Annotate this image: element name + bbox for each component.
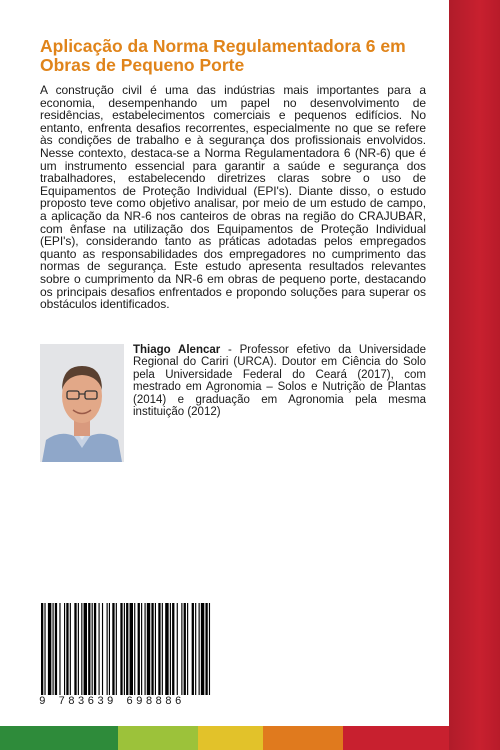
barcode-bar bbox=[120, 603, 122, 695]
barcode-bar bbox=[84, 603, 87, 695]
barcode-bar bbox=[170, 603, 171, 695]
barcode-bar bbox=[209, 603, 210, 695]
barcode-bar bbox=[205, 603, 207, 695]
barcode-bar bbox=[162, 603, 163, 695]
strip-segment bbox=[343, 726, 449, 750]
strip-segment bbox=[0, 726, 118, 750]
author-bio bbox=[133, 344, 426, 418]
barcode-bar bbox=[59, 603, 60, 695]
barcode-bar bbox=[48, 603, 51, 695]
barcode-bar bbox=[147, 603, 150, 695]
isbn-number: 9 783639 698886 bbox=[39, 696, 185, 708]
barcode-bar bbox=[55, 603, 57, 695]
barcode-bar bbox=[134, 603, 135, 695]
side-color-band bbox=[449, 0, 500, 750]
author-name: Thiago Alencar bbox=[133, 344, 221, 356]
barcode-bar bbox=[44, 603, 45, 695]
barcode-bar bbox=[151, 603, 153, 695]
barcode-bar bbox=[187, 603, 188, 695]
barcode-bar bbox=[102, 603, 103, 695]
barcode-bar bbox=[78, 603, 79, 695]
barcode-bar bbox=[181, 603, 182, 695]
barcode-bar bbox=[41, 603, 43, 695]
barcode-bar bbox=[177, 603, 178, 695]
barcode-bar bbox=[155, 603, 156, 695]
barcode-bar bbox=[116, 603, 117, 695]
barcode-bar bbox=[195, 603, 196, 695]
barcode-bar bbox=[201, 603, 204, 695]
bottom-color-strip bbox=[0, 726, 449, 750]
barcode-bar bbox=[158, 603, 160, 695]
author-bio-text: - Professor efetivo da Universidade Regional do Cariri (URCA). Doutor em Ciência do Solo pela Universidade Federal do Ceará (2017), com mestrado em Agronomia – Solos e Nutrição de Plantas (2014) e graduação em Agronomia pela mesma instituição (2012) bbox=[133, 344, 426, 419]
strip-segment bbox=[263, 726, 343, 750]
strip-segment bbox=[198, 726, 263, 750]
barcode-bar bbox=[145, 603, 146, 695]
back-cover-text bbox=[40, 37, 426, 311]
barcode-bar bbox=[124, 603, 125, 695]
barcode-bar bbox=[64, 603, 65, 695]
barcode-bar bbox=[126, 603, 128, 695]
barcode-bar bbox=[172, 603, 174, 695]
barcode-bar bbox=[107, 603, 108, 695]
isbn-barcode bbox=[39, 603, 212, 713]
barcode-bar bbox=[199, 603, 200, 695]
strip-segment bbox=[118, 726, 198, 750]
barcode-bar bbox=[130, 603, 133, 695]
barcode-bar bbox=[192, 603, 194, 695]
barcode-bar bbox=[184, 603, 186, 695]
barcode-bar bbox=[109, 603, 110, 695]
barcode-bar bbox=[70, 603, 71, 695]
barcode-bar bbox=[165, 603, 168, 695]
barcode-bar bbox=[81, 603, 82, 695]
barcode-bar bbox=[138, 603, 140, 695]
author-photo bbox=[40, 344, 124, 462]
barcode-bar bbox=[99, 603, 100, 695]
barcode-bar bbox=[66, 603, 68, 695]
barcode-bar bbox=[141, 603, 142, 695]
barcode-bars bbox=[39, 603, 212, 695]
barcode-bar bbox=[94, 603, 96, 695]
barcode-bar bbox=[53, 603, 54, 695]
barcode-bar bbox=[74, 603, 76, 695]
barcode-bar bbox=[92, 603, 93, 695]
book-abstract: A construção civil é uma das indústrias mais importantes para a economia, desempenhando um papel no desenvolvimento de residências, estabelecimentos comerciais e pequenos edifícios. No entanto, enfrenta desafios recorrentes, especialmente no que se refere às condições de trabalho e à segurança dos profissionais envolvidos. Nesse contexto, destaca-se a Norma Regulamentadora 6 (NR-6) que é um instrumento essencial para garantir a saúde e segurança dos trabalhadores, estabelecendo diretrizes claras sobre o uso de Equipamentos de Proteção Individual (EPI's). Diante disso, o estudo proposto teve como objetivo analisar, por meio de um estudo de campo, a aplicação da NR-6 nos canteiros de obras na região do CRAJUBAR, com ênfase na utilização dos Equipamentos de Proteção Individual (EPI's), considerando tanto as práticas adotadas pelos empregados quanto as responsabilidades dos empregadores no cumprimento das normas de segurança. Este estudo apresenta resultados relevantes sobre o cumprimento da NR-6 em obras de pequeno porte, destacando os principais desafios enfrentados e propondo soluções para superar os obstáculos identificados. bbox=[40, 83, 426, 312]
barcode-bar bbox=[112, 603, 114, 695]
barcode-bar bbox=[88, 603, 90, 695]
book-title: Aplicação da Norma Regulamentadora 6 em Obras de Pequeno Porte bbox=[40, 36, 406, 75]
